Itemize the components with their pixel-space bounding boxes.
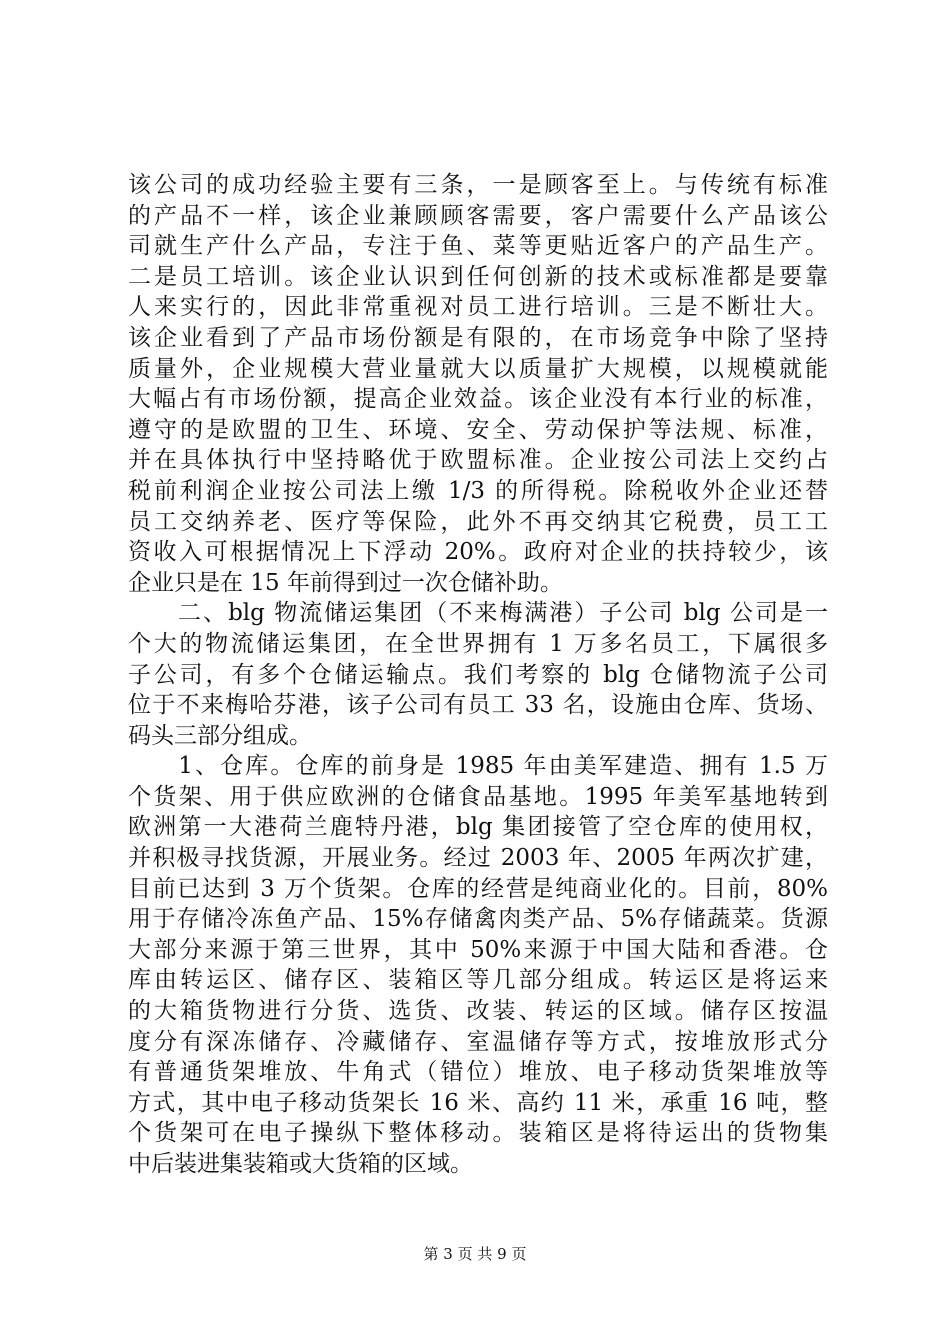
text-line: 子公司，有多个仓储运输点。我们考察的 blg 仓储物流子公司: [128, 661, 828, 688]
text-line: 人来实行的，因此非常重视对员工进行培训。三是不断壮大。: [128, 294, 828, 321]
text-line: 中后装进集装箱或大货箱的区域。: [128, 1151, 473, 1177]
text-line: 用于存储冷冻鱼产品、15%存储禽肉类产品、5%存储蔬菜。货源: [128, 906, 828, 933]
paragraph-company-experience: [128, 170, 828, 598]
text-line: 并在具体执行中坚持略优于欧盟标准。企业按公司法上交约占: [128, 447, 828, 474]
text-line: 二是员工培训。该企业认识到任何创新的技术或标准都是要靠: [128, 263, 828, 290]
text-line: 司就生产什么产品，专注于鱼、菜等更贴近客户的产品生产。: [128, 233, 828, 260]
text-line: 个大的物流储运集团，在全世界拥有 1 万多名员工，下属很多: [128, 630, 828, 657]
text-line: 该企业看到了产品市场份额是有限的，在市场竞争中除了坚持: [128, 324, 828, 351]
text-line: 遵守的是欧盟的卫生、环境、安全、劳动保护等法规、标准，: [128, 416, 828, 443]
page-number-footer: 第 3 页 共 9 页: [423, 1245, 527, 1263]
text-line: 税前利润企业按公司法上缴 1/3 的所得税。除税收外企业还替: [128, 477, 828, 504]
paragraph-blg-group: [128, 598, 828, 751]
text-line: 大幅占有市场份额，提高企业效益。该企业没有本行业的标准，: [128, 386, 828, 413]
text-line: 位于不来梅哈芬港，该子公司有员工 33 名，设施由仓库、货场、: [128, 692, 828, 719]
text-line: 并积极寻找货源，开展业务。经过 2003 年、2005 年两次扩建，: [128, 845, 828, 872]
text-line: 度分有深冻储存、冷藏储存、室温储存等方式，按堆放形式分: [128, 1028, 828, 1055]
text-line: 个货架可在电子操纵下整体移动。装箱区是将待运出的货物集: [128, 1120, 828, 1147]
text-line: 库由转运区、储存区、装箱区等几部分组成。转运区是将运来: [128, 967, 828, 994]
text-line: 的大箱货物进行分货、选货、改装、转运的区域。储存区按温: [128, 998, 828, 1025]
text-line: 目前已达到 3 万个货架。仓库的经营是纯商业化的。目前，80%: [128, 875, 828, 902]
text-line: 该公司的成功经验主要有三条，一是顾客至上。与传统有标准: [128, 172, 828, 198]
body-text: [128, 170, 828, 1180]
text-line: 二、blg 物流储运集团（不来梅满港）子公司 blg 公司是一: [128, 600, 828, 627]
text-line: 码头三部分组成。: [128, 722, 312, 749]
text-line: 个货架、用于供应欧洲的仓储食品基地。1995 年美军基地转到: [128, 783, 828, 810]
text-line: 质量外，企业规模大营业量就大以质量扩大规模，以规模就能: [128, 355, 828, 382]
text-line: 方式，其中电子移动货架长 16 米、高约 11 米，承重 16 吨，整: [128, 1089, 828, 1116]
text-line: 大部分来源于第三世界，其中 50%来源于中国大陆和香港。仓: [128, 936, 828, 963]
text-line: 的产品不一样，该企业兼顾顾客需要，客户需要什么产品该公: [128, 202, 828, 229]
text-line: 企业只是在 15 年前得到过一次仓储补助。: [128, 569, 563, 596]
text-line: 欧洲第一大港荷兰鹿特丹港，blg 集团接管了空仓库的使用权，: [128, 814, 828, 841]
text-line: 员工交纳养老、医疗等保险，此外不再交纳其它税费，员工工: [128, 508, 828, 535]
text-line: 资收入可根据情况上下浮动 20%。政府对企业的扶持较少，该: [128, 539, 828, 566]
paragraph-warehouse: [128, 751, 828, 1179]
text-line: 有普通货架堆放、牛角式（错位）堆放、电子移动货架堆放等: [128, 1059, 828, 1086]
text-line: 1、仓库。仓库的前身是 1985 年由美军建造、拥有 1.5 万: [128, 753, 828, 780]
